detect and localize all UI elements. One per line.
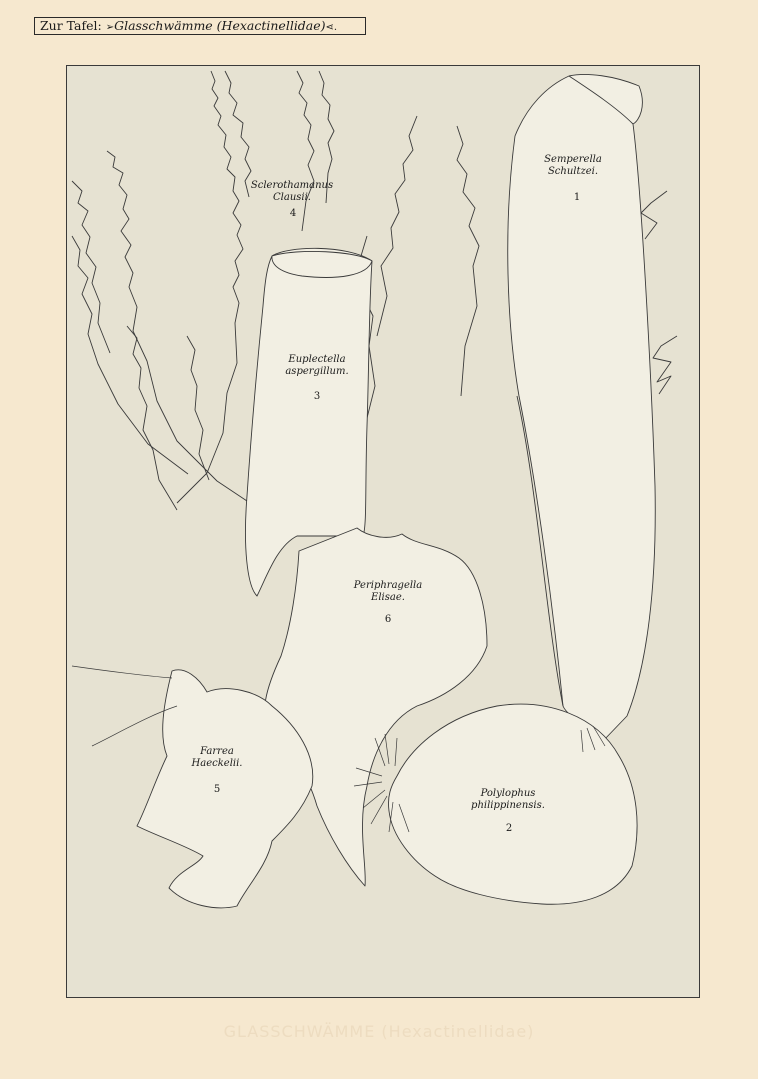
left-stem <box>72 666 172 678</box>
specimen-label-3 <box>277 354 357 378</box>
sclerothamanus-branch <box>72 236 188 474</box>
specimen-number-6: 6 <box>384 614 392 625</box>
specimen-name: Schultzei. <box>547 166 599 177</box>
specimen-label-4 <box>245 180 339 204</box>
header-prefix: Zur Tafel: <box>40 18 102 33</box>
sclerothamanus-branch <box>225 71 251 197</box>
sponge-drawing <box>67 66 700 998</box>
specimen-number-2: 2 <box>505 823 513 834</box>
sclerothamanus-branch <box>187 336 209 480</box>
specimen-number-4: 4 <box>289 208 297 219</box>
sclerothamanus-branch <box>127 326 177 510</box>
specimen-name: Sclerothamanus <box>250 180 334 191</box>
sclerothamanus-branch <box>107 151 247 501</box>
specimen-name: Clausii. <box>273 192 311 203</box>
specimen-label-2 <box>463 788 553 812</box>
sclerothamanus-branch <box>641 191 667 239</box>
sclerothamanus-branch <box>72 181 110 353</box>
header-arrow-left-icon: ➢ <box>105 22 115 33</box>
specimen-name: Elisae. <box>371 592 405 603</box>
specimen-name: Semperella <box>544 154 602 165</box>
sclerothamanus-branch <box>297 71 314 231</box>
specimen-number-5: 5 <box>213 784 221 795</box>
specimen-name: Haeckelii. <box>191 758 243 769</box>
sclerothamanus-branch <box>457 126 479 396</box>
sclerothamanus-branch <box>653 336 677 394</box>
illustration-plate <box>66 65 700 998</box>
specimen-name: Farrea <box>200 746 234 757</box>
sclerothamanus-branch <box>377 116 417 336</box>
specimen-name: Polylophus <box>480 788 536 799</box>
specimen-number-3: 3 <box>313 391 321 402</box>
specimen-name: philippinensis. <box>471 800 545 811</box>
sclerothamanus-branch <box>177 71 243 503</box>
bleed-through-caption: GLASSCHWÄMME (Hexactinellidae) <box>223 1022 535 1041</box>
specimen-label-5 <box>177 746 257 770</box>
specimen-name: Euplectella <box>288 354 346 365</box>
header-arrow-right-icon: ⋖. <box>325 22 338 33</box>
specimen-label-6 <box>347 580 429 604</box>
specimen-label-1 <box>537 154 609 178</box>
specimen-number-1: 1 <box>573 192 581 203</box>
header-title: Glasschwämme (Hexactinellidae) <box>114 18 326 33</box>
specimen-name: aspergillum. <box>285 366 349 377</box>
plate-header <box>34 17 366 35</box>
specimen-name: Periphragella <box>353 580 423 591</box>
